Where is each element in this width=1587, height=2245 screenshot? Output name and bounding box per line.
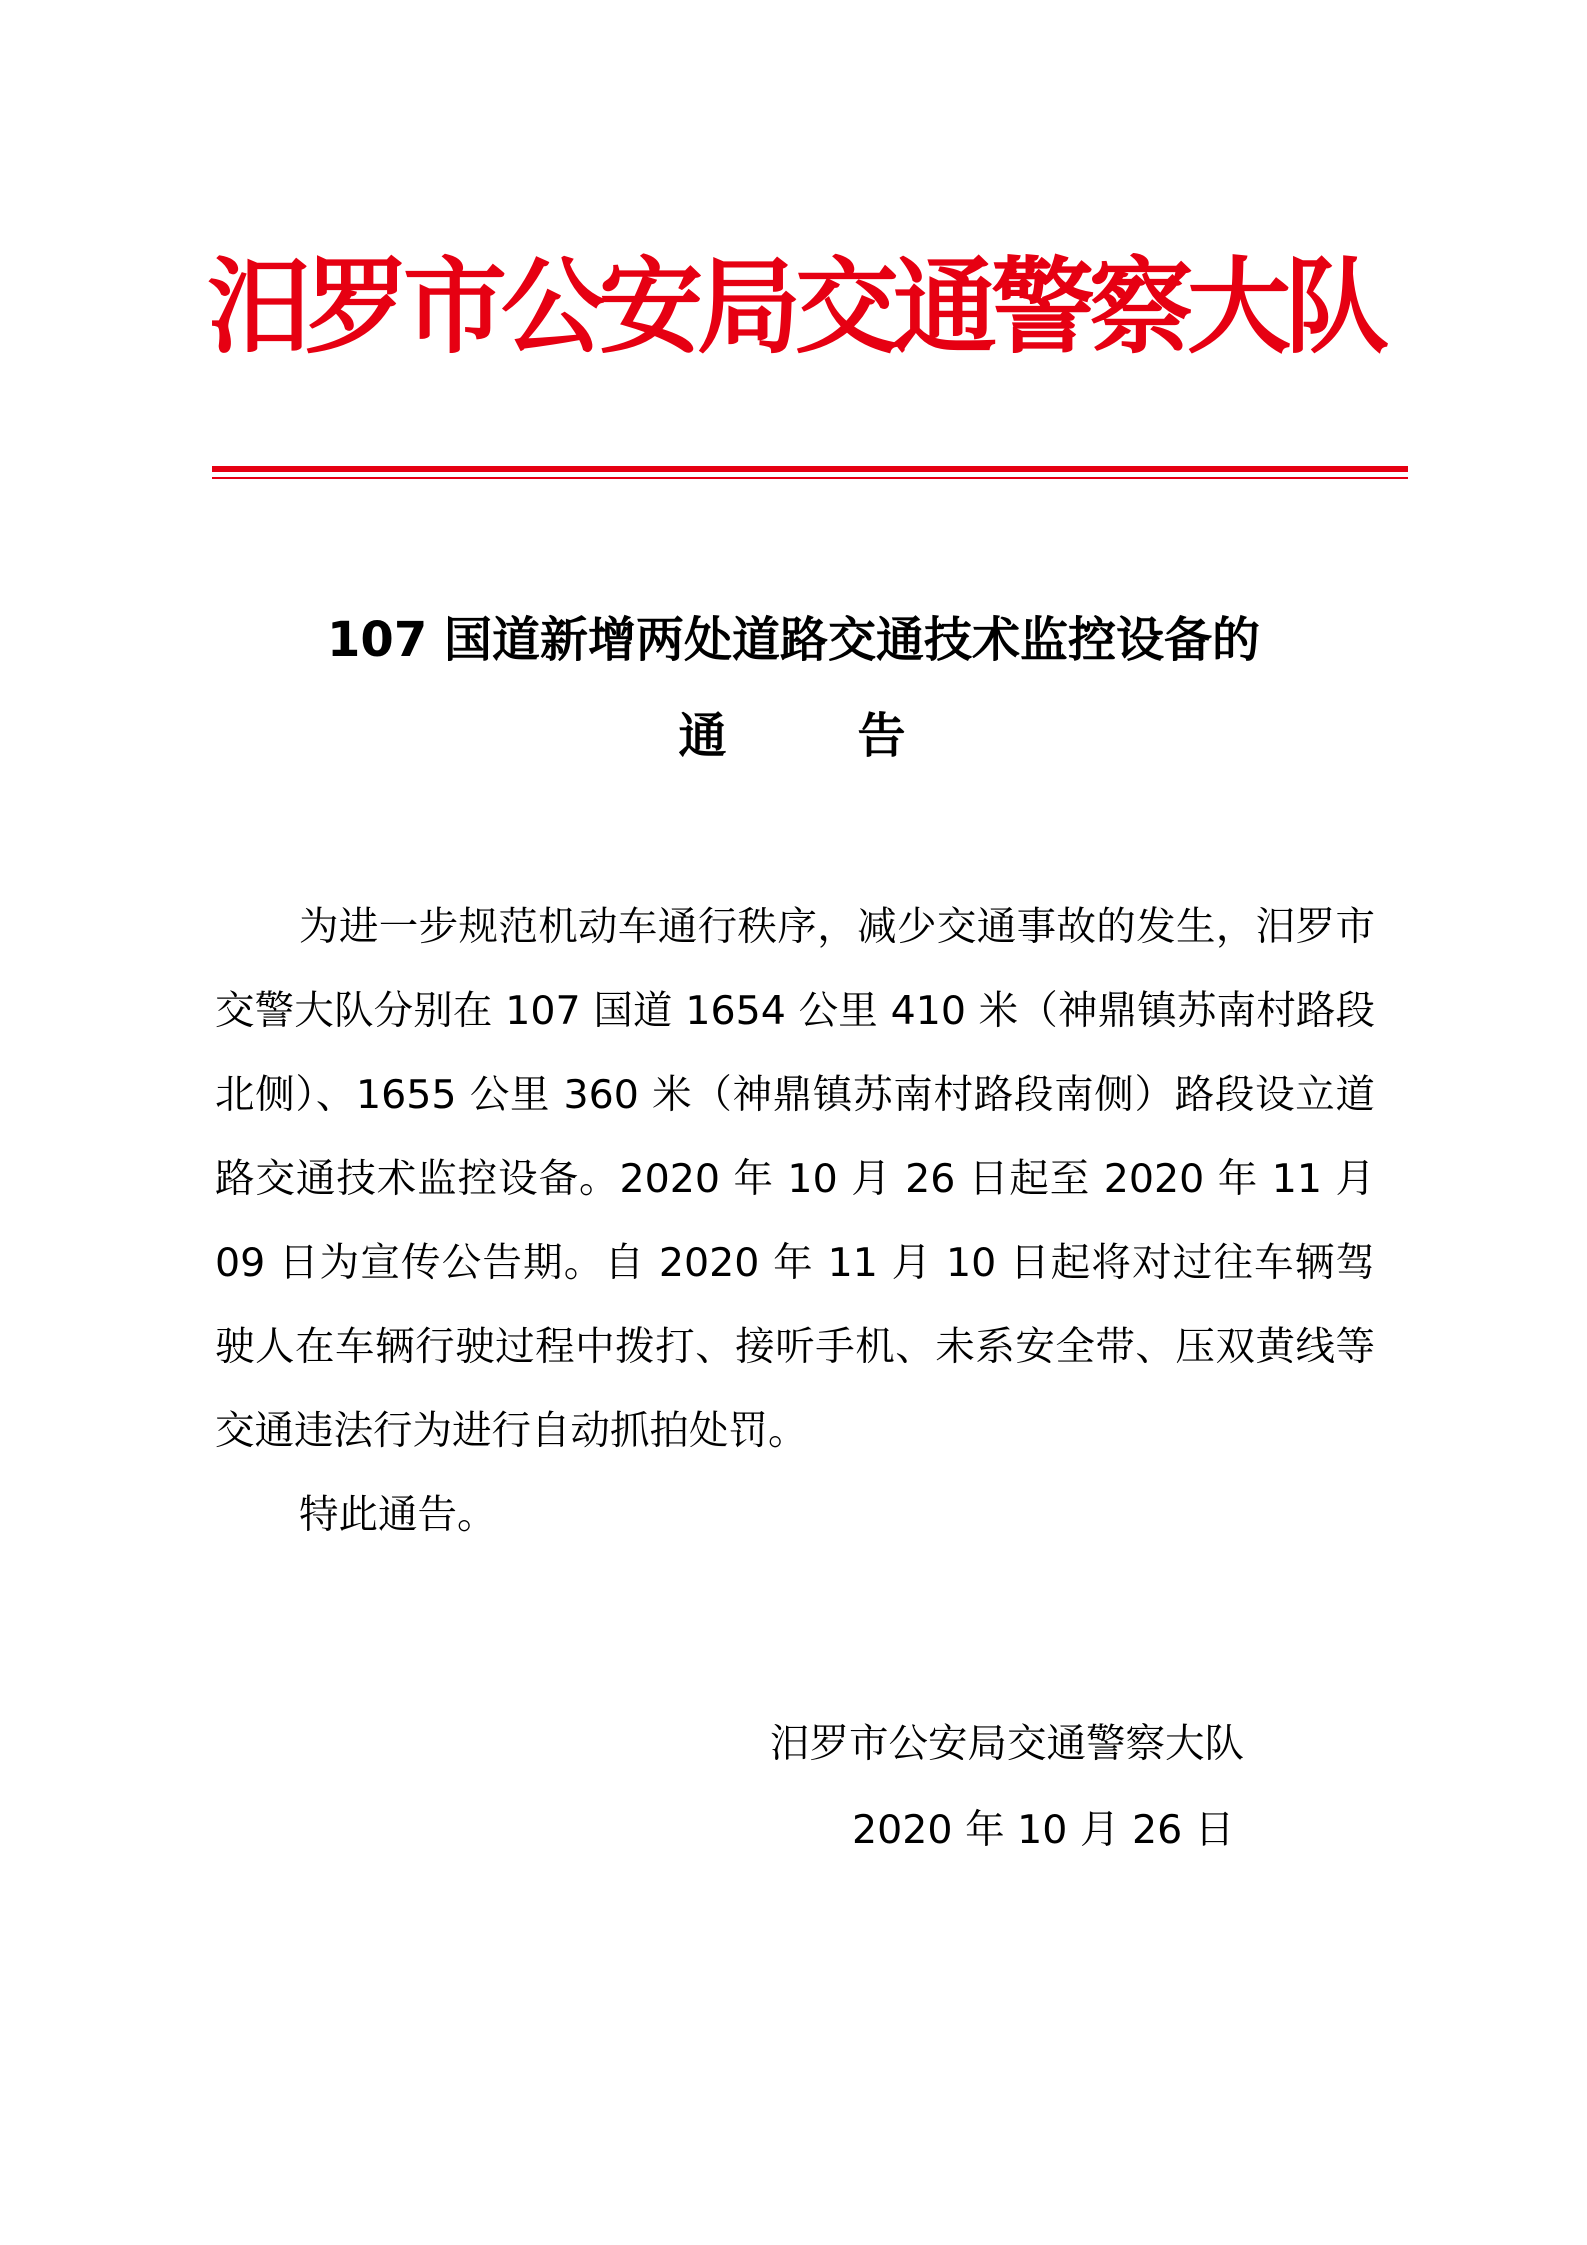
masthead-rule-thick: [212, 466, 1408, 472]
issuer-masthead: 汨罗市公安局交通警察大队: [206, 245, 1383, 368]
notice-body: [215, 885, 1375, 1557]
signature-date: 2020 年 10 月 26 日: [852, 1807, 1235, 1853]
notice-title: 107 国道新增两处道路交通技术监控设备的: [327, 612, 1260, 668]
masthead-rule-thin: [212, 477, 1408, 479]
signature-organization: 汨罗市公安局交通警察大队: [770, 1721, 1244, 1767]
body-paragraph-closing: 特此通告。: [299, 1492, 497, 1538]
notice-title-char-1: 通: [678, 708, 730, 764]
notice-title-char-2: 告: [857, 708, 909, 764]
body-paragraph-main: 为进一步规范机动车通行秩序，减少交通事故的发生，汨罗市交警大队分别在 107 国道 1654 公里 410 米（神鼎镇苏南村路段北侧）、1655 公里 360 米（神鼎镇苏南村路段南侧）路段设立道路交通技术监控设备。2020 年 10 月 26 日起至 2020 年 11 月 09 日为宣传公告期。自 2020 年 11 月 10 日起将对过往车辆驾驶人在车辆行驶过程中拨打、接听手机、未系安全带、压双黄线等交通违法行为进行自动抓拍处罚。: [215, 904, 1375, 1454]
notice-title-type: [180, 708, 1407, 764]
